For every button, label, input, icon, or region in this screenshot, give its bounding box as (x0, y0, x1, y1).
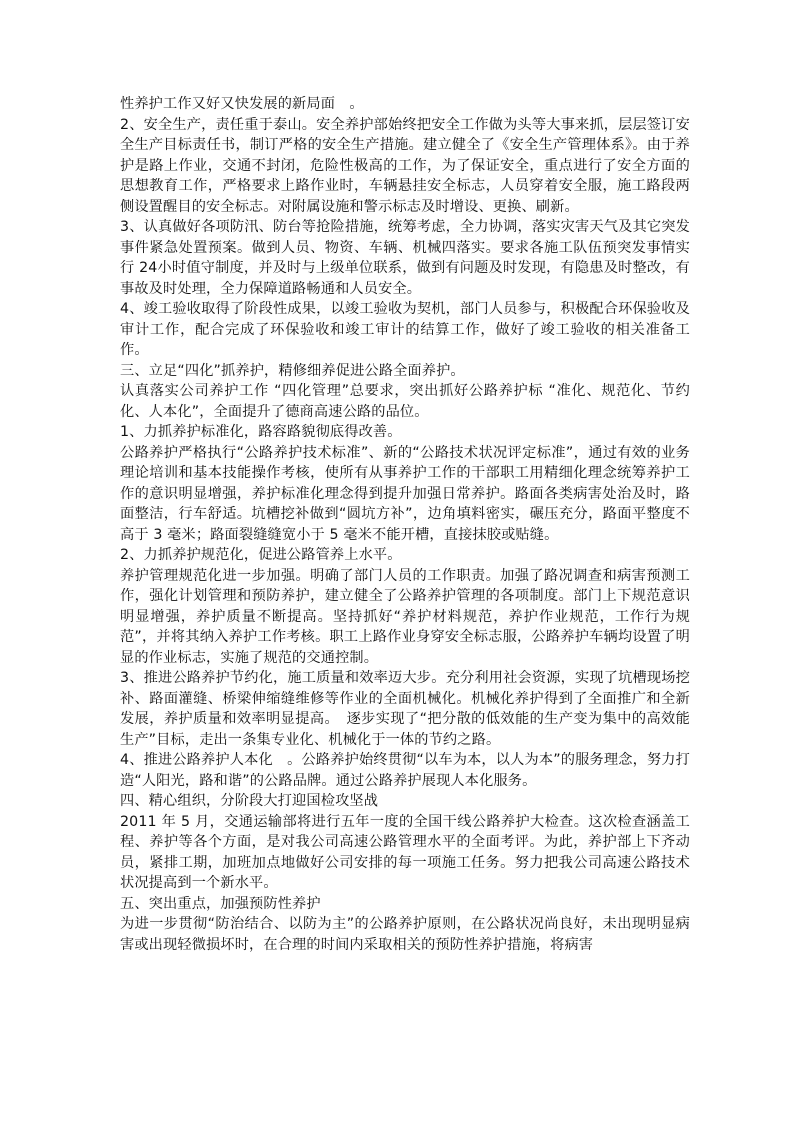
paragraph: 4、推进公路养护人本化 。公路养护始终贯彻“以车为本，以人为本”的服务理念，努力打造“人阳光，路和谐”的公路品牌。通过公路养护展现人本化服务。 (120, 752, 690, 789)
paragraph: 公路养护严格执行“公路养护技术标准”、新的“公路技术状况评定标准”，通过有效的业务理论培训和基本技能操作考核，使所有从事养护工作的干部职工用精细化理念统筹养护工作的意识明显增强，养护标准化理念得到提升加强日常养护。路面各类病害处治及时，路面整洁，行车舒适。坑槽挖补做到“圆坑方补”，边角填料密实，碾压充分，路面平整度不高于 3 毫米；路面裂缝缝宽小于 5 毫米不能开槽，直接抹胶或贴缝。 (120, 444, 690, 543)
section-heading: 五、突出重点，加强预防性养护 (120, 895, 321, 912)
paragraph: 3、认真做好各项防汛、防台等抢险措施，统筹考虑，全力协调，落实灾害天气及其它突发事件紧急处置预案。做到人员、物资、车辆、机械四落实。要求各施工队伍预突发事情实行 24小时值守制度，并及时与上级单位联系，做到有问题及时发现，有隐患及时整改，有事故及时处理，全力保障道路畅通和人员安全。 (120, 219, 690, 297)
subsection-heading: 1、力抓养护标准化，路容路貌彻底得改善。 (120, 424, 402, 440)
paragraph: 养护管理规范化进一步加强。明确了部门人员的工作职责。加强了路况调查和病害预测工作，强化计划管理和预防养护，建立健全了公路养护管理的各项制度。部门上下规范意识明显增强，养护质量不断提高。坚持抓好“养护材料规范，养护作业规范，工作行为规范”，并将其纳入养护工作考核。职工上路作业身穿安全标志服，公路养护车辆均设置了明显的作业标志，实施了规范的交通控制。 (120, 567, 690, 666)
paragraph: 3、推进公路养护节约化，施工质量和效率迈大步。充分利用社会资源，实现了坑槽现场挖补、路面灌缝、桥梁伸缩缝维修等作业的全面机械化。机械化养护得到了全面推广和全新发展，养护质量和效率明显提高。 逐步实现了“把分散的低效能的生产变为集中的高效能生产”目标，走出一条集专业化、机械化于一体的节约之路。 (120, 670, 690, 748)
paragraph: 认真落实公司养护工作 “四化管理”总要求，突出抓好公路养护标 “准化、规范化、节约化、人本化”，全面提升了德商高速公路的品位。 (120, 383, 690, 420)
paragraph: 2011 年 5 月，交通运输部将进行五年一度的全国干线公路养护大检查。这次检查涵盖工程、养护等各个方面，是对我公司高速公路管理水平的全面考评。为此，养护部上下齐动员，紧排工期，加班加点地做好公司安排的每一项施工任务。努力把我公司高速公路技术状况提高到一个新水平。 (120, 813, 690, 891)
subsection-heading: 2、力抓养护规范化，促进公路管养上水平。 (120, 547, 402, 563)
section-heading: 三、立足“四化”抓养护，精修细养促进公路全面养护。 (120, 362, 465, 379)
paragraph: 2、安全生产，责任重于泰山。安全养护部始终把安全工作做为头等大事来抓，层层签订安全生产目标责任书，制订严格的安全生产措施。建立健全了《安全生产管理体系》。由于养护是路上作业，交通不封闭，危险性极高的工作，为了保证安全，重点进行了安全方面的思想教育工作，严格要求上路作业时，车辆悬挂安全标志，人员穿着安全服，施工路段两侧设置醒目的安全标志。对附属设施和警示标志及时增设、更换、刷新。 (120, 116, 690, 215)
paragraph: 为进一步贯彻“防治结合、以防为主”的公路养护原则，在公路状况尚良好，未出现明显病害或出现轻微损坏时，在合理的时间内采取相关的预防性养护措施，将病害 (120, 916, 690, 953)
paragraph: 性养护工作又好又快发展的新局面 。 (120, 96, 364, 112)
document-body (120, 94, 690, 955)
paragraph: 4、竣工验收取得了阶段性成果，以竣工验收为契机，部门人员参与，积极配合环保验收及审计工作，配合完成了环保验收和竣工审计的结算工作，做好了竣工验收的相关准备工作。 (120, 301, 690, 358)
section-heading: 四、精心组织，分阶段大打迎国检攻坚战 (120, 793, 379, 809)
